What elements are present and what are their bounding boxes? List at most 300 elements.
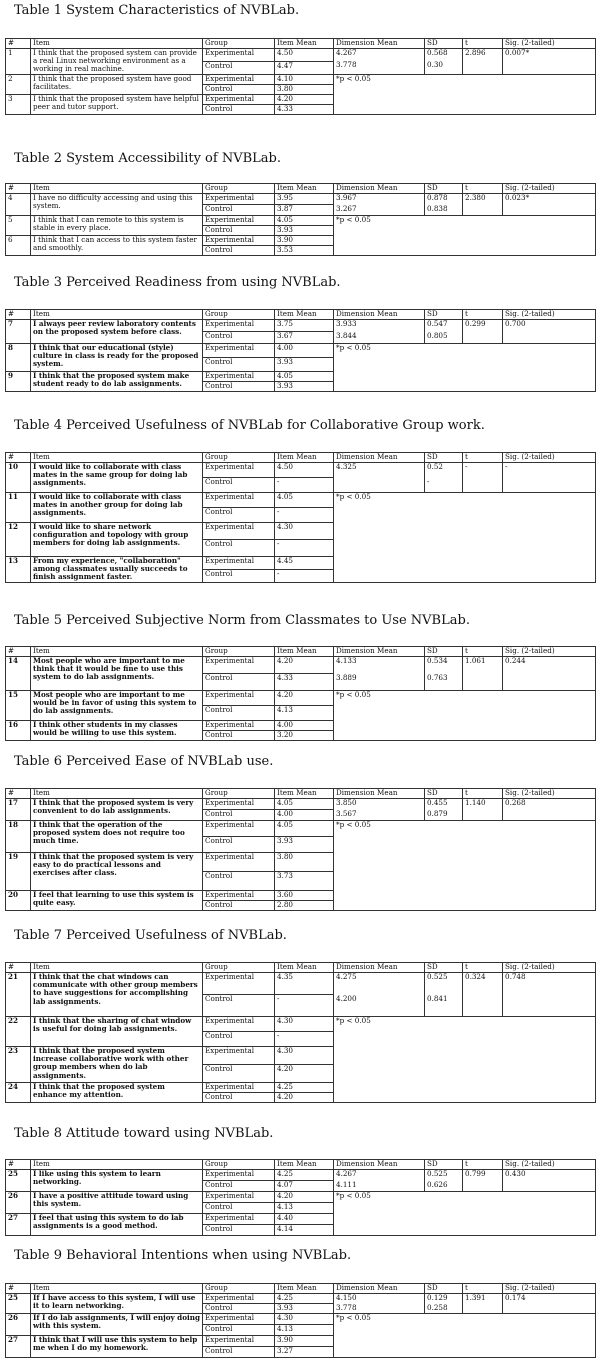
- row-number: 27: [6, 1336, 31, 1358]
- dimension-mean: 3.889: [334, 674, 425, 691]
- row-number: 3: [6, 94, 31, 114]
- column-header: Item Mean: [275, 789, 334, 799]
- item-text: I think that the chat windows can communicate with other group members to have suggestions for accomplishing lab assignments.: [31, 973, 203, 1017]
- column-header: Dimension Mean: [334, 647, 425, 657]
- table-caption: Table 2 System Accessibility of NVBLab.: [14, 151, 281, 166]
- item-mean: 3.60: [275, 891, 334, 901]
- column-header: Item: [31, 310, 203, 320]
- column-header: t: [463, 453, 503, 463]
- sd-value: 0.763: [425, 674, 463, 691]
- column-header: Item: [31, 963, 203, 973]
- t-value-empty: [463, 810, 503, 821]
- item-mean: 3.93: [275, 226, 334, 236]
- column-header: Sig. (2-tailed): [503, 647, 596, 657]
- column-header: Group: [203, 184, 275, 194]
- item-mean: 4.05: [275, 216, 334, 226]
- item-mean: 4.47: [275, 61, 334, 74]
- item-text: I think that the proposed system make student ready to do lab assignments.: [31, 372, 203, 392]
- group-label: Experimental: [203, 891, 275, 901]
- item-mean: 3.93: [275, 382, 334, 392]
- column-header: Sig. (2-tailed): [503, 1284, 596, 1294]
- column-header: Group: [203, 453, 275, 463]
- group-label: Experimental: [203, 557, 275, 570]
- table-row: [6, 344, 596, 358]
- t-value: 2.896: [463, 49, 503, 62]
- group-label: Experimental: [203, 1314, 275, 1325]
- group-label: Experimental: [203, 721, 275, 731]
- row-number: 12: [6, 523, 31, 557]
- dimension-mean: 3.567: [334, 810, 425, 821]
- item-text: I think that the proposed system increase collaborative work with other group members when do lab assignments.: [31, 1047, 203, 1083]
- group-label: Experimental: [203, 320, 275, 332]
- item-mean: 4.20: [275, 1093, 334, 1103]
- item-text: I think that the proposed system have good facilitates.: [31, 74, 203, 94]
- header-row: [6, 184, 596, 194]
- column-header: Item: [31, 647, 203, 657]
- column-header: Dimension Mean: [334, 1160, 425, 1170]
- group-label: Experimental: [203, 691, 275, 706]
- t-value-empty: [463, 61, 503, 74]
- table-row: [6, 493, 596, 508]
- item-text: I think that I will use this system to help me when I do my homework.: [31, 1336, 203, 1358]
- column-header: Sig. (2-tailed): [503, 963, 596, 973]
- table-row: [6, 799, 596, 810]
- dimension-mean: 4.111: [334, 1181, 425, 1192]
- item-mean: 4.13: [275, 1325, 334, 1336]
- column-header: Group: [203, 1284, 275, 1294]
- sig-value-empty: [503, 995, 596, 1017]
- item-mean: 4.00: [275, 810, 334, 821]
- group-label: Control: [203, 1304, 275, 1314]
- dimension-mean: 3.778: [334, 61, 425, 74]
- item-mean: 3.95: [275, 194, 334, 205]
- row-number: 5: [6, 216, 31, 236]
- item-text: I think that the proposed system is very convenient to do lab assignments.: [31, 799, 203, 821]
- row-number: 23: [6, 1047, 31, 1083]
- t-value: 1.391: [463, 1294, 503, 1304]
- item-mean: 3.87: [275, 205, 334, 216]
- sd-value: 0.841: [425, 995, 463, 1017]
- group-label: Control: [203, 540, 275, 557]
- item-text: I think other students in my classes would be willing to use this system.: [31, 721, 203, 741]
- column-header: SD: [425, 647, 463, 657]
- significance-note: *p < 0.05: [334, 74, 596, 114]
- row-number: 11: [6, 493, 31, 523]
- item-mean: 3.53: [275, 246, 334, 256]
- sd-value: 0.838: [425, 205, 463, 216]
- sig-value-empty: [503, 478, 596, 493]
- header-row: [6, 963, 596, 973]
- item-mean: 4.50: [275, 463, 334, 478]
- table-caption: Table 4 Perceived Usefulness of NVBLab for Collaborative Group work.: [14, 418, 485, 433]
- column-header: Group: [203, 310, 275, 320]
- group-label: Experimental: [203, 853, 275, 872]
- item-text: If I have access to this system, I will use it to learn networking.: [31, 1294, 203, 1314]
- table-row: [6, 74, 596, 84]
- group-label: Experimental: [203, 1336, 275, 1347]
- column-header: Item: [31, 184, 203, 194]
- sd-value: -: [425, 478, 463, 493]
- item-mean: 4.30: [275, 1017, 334, 1032]
- column-header: Dimension Mean: [334, 184, 425, 194]
- group-label: Control: [203, 61, 275, 74]
- item-text: I think that the operation of the proposed system does not require too much time.: [31, 821, 203, 853]
- table-caption: Table 8 Attitude toward using NVBLab.: [14, 1126, 274, 1141]
- group-label: Experimental: [203, 493, 275, 508]
- group-label: Control: [203, 104, 275, 114]
- sig-value: -: [503, 463, 596, 478]
- column-header: Sig. (2-tailed): [503, 310, 596, 320]
- column-header: Item: [31, 1160, 203, 1170]
- row-number: 20: [6, 891, 31, 911]
- group-label: Experimental: [203, 216, 275, 226]
- sd-value: 0.525: [425, 1170, 463, 1181]
- sig-value: 0.268: [503, 799, 596, 810]
- item-text: I always peer review laboratory contents on the proposed system before class.: [31, 320, 203, 344]
- significance-note: *p < 0.05: [334, 1017, 596, 1103]
- column-header: Dimension Mean: [334, 963, 425, 973]
- dimension-mean: 3.267: [334, 205, 425, 216]
- column-header: t: [463, 1284, 503, 1294]
- sig-value: 0.174: [503, 1294, 596, 1304]
- row-number: 21: [6, 973, 31, 1017]
- item-mean: 4.45: [275, 557, 334, 570]
- row-number: 22: [6, 1017, 31, 1047]
- item-text: I feel that learning to use this system is quite easy.: [31, 891, 203, 911]
- row-number: 9: [6, 372, 31, 392]
- sd-value: 0.258: [425, 1304, 463, 1314]
- group-label: Control: [203, 837, 275, 853]
- sd-value: 0.547: [425, 320, 463, 332]
- column-header: SD: [425, 39, 463, 49]
- column-header: SD: [425, 789, 463, 799]
- group-label: Control: [203, 478, 275, 493]
- sd-value: 0.525: [425, 973, 463, 995]
- item-mean: 4.20: [275, 691, 334, 706]
- dimension-mean: 4.275: [334, 973, 425, 995]
- column-header: Item Mean: [275, 310, 334, 320]
- group-label: Control: [203, 1225, 275, 1236]
- column-header: Item Mean: [275, 1284, 334, 1294]
- dimension-mean: 4.267: [334, 1170, 425, 1181]
- t-value: -: [463, 463, 503, 478]
- group-label: Control: [203, 84, 275, 94]
- sig-value: 0.748: [503, 973, 596, 995]
- item-mean: 4.05: [275, 821, 334, 837]
- item-mean: -: [275, 1032, 334, 1047]
- item-mean: 4.33: [275, 674, 334, 691]
- significance-note: *p < 0.05: [334, 821, 596, 911]
- item-mean: 4.10: [275, 74, 334, 84]
- table-caption: Table 5 Perceived Subjective Norm from Classmates to Use NVBLab.: [14, 613, 470, 628]
- item-mean: 4.07: [275, 1181, 334, 1192]
- group-label: Control: [203, 569, 275, 582]
- sd-value: 0.52: [425, 463, 463, 478]
- item-mean: 4.30: [275, 1314, 334, 1325]
- sd-value: 0.878: [425, 194, 463, 205]
- data-table: [5, 646, 596, 741]
- row-number: 17: [6, 799, 31, 821]
- column-header: Sig. (2-tailed): [503, 39, 596, 49]
- row-number: 8: [6, 344, 31, 372]
- item-mean: 4.50: [275, 49, 334, 62]
- table-row: [6, 691, 596, 706]
- group-label: Experimental: [203, 973, 275, 995]
- t-value-empty: [463, 332, 503, 344]
- item-text: From my experience, "collaboration" among classmates usually succeeds to finish assignment faster.: [31, 557, 203, 583]
- header-row: [6, 39, 596, 49]
- column-header: Item Mean: [275, 963, 334, 973]
- row-number: 27: [6, 1214, 31, 1236]
- item-text: I have no difficulty accessing and using this system.: [31, 194, 203, 216]
- item-mean: -: [275, 540, 334, 557]
- item-mean: 4.30: [275, 1047, 334, 1065]
- item-text: I think that the proposed system have helpful peer and tutor support.: [31, 94, 203, 114]
- dimension-mean: 3.844: [334, 332, 425, 344]
- column-header: Item Mean: [275, 453, 334, 463]
- item-mean: 3.73: [275, 872, 334, 891]
- column-header: #: [6, 647, 31, 657]
- column-header: #: [6, 39, 31, 49]
- t-value: 2.380: [463, 194, 503, 205]
- item-text: Most people who are important to me would be in favor of using this system to do lab assignments.: [31, 691, 203, 721]
- item-mean: 4.25: [275, 1294, 334, 1304]
- significance-note: *p < 0.05: [334, 1314, 596, 1358]
- item-mean: 4.20: [275, 1192, 334, 1203]
- group-label: Control: [203, 810, 275, 821]
- sd-value: 0.455: [425, 799, 463, 810]
- item-text: I think that I can remote to this system is stable in every place.: [31, 216, 203, 236]
- table-row: [6, 1170, 596, 1181]
- item-mean: -: [275, 995, 334, 1017]
- sig-value-empty: [503, 205, 596, 216]
- item-text: I think that I can access to this system faster and smoothly.: [31, 236, 203, 256]
- column-header: SD: [425, 310, 463, 320]
- item-mean: 4.25: [275, 1170, 334, 1181]
- t-value: 1.140: [463, 799, 503, 810]
- column-header: Item Mean: [275, 1160, 334, 1170]
- item-mean: 3.75: [275, 320, 334, 332]
- row-number: 6: [6, 236, 31, 256]
- row-number: 25: [6, 1294, 31, 1314]
- item-mean: 4.40: [275, 1214, 334, 1225]
- table-caption: Table 7 Perceived Usefulness of NVBLab.: [14, 928, 287, 943]
- t-value-empty: [463, 1181, 503, 1192]
- column-header: Group: [203, 963, 275, 973]
- dimension-mean: [334, 478, 425, 493]
- group-label: Control: [203, 332, 275, 344]
- sig-value-empty: [503, 674, 596, 691]
- group-label: Experimental: [203, 344, 275, 358]
- significance-note: *p < 0.05: [334, 344, 596, 392]
- column-header: SD: [425, 184, 463, 194]
- group-label: Control: [203, 1093, 275, 1103]
- significance-note: *p < 0.05: [334, 1192, 596, 1236]
- item-mean: 4.20: [275, 657, 334, 674]
- item-text: I think that the sharing of chat window is useful for doing lab assignments.: [31, 1017, 203, 1047]
- group-label: Control: [203, 358, 275, 372]
- table-row: [6, 49, 596, 62]
- column-header: Dimension Mean: [334, 1284, 425, 1294]
- header-row: [6, 1160, 596, 1170]
- item-text: If I do lab assignments, I will enjoy doing with this system.: [31, 1314, 203, 1336]
- column-header: Item: [31, 789, 203, 799]
- table-row: [6, 1017, 596, 1032]
- group-label: Experimental: [203, 194, 275, 205]
- item-mean: 3.27: [275, 1347, 334, 1358]
- header-row: [6, 647, 596, 657]
- item-mean: 2.80: [275, 901, 334, 911]
- group-label: Experimental: [203, 236, 275, 246]
- item-mean: -: [275, 508, 334, 523]
- row-number: 4: [6, 194, 31, 216]
- column-header: Sig. (2-tailed): [503, 453, 596, 463]
- item-mean: 4.20: [275, 1065, 334, 1083]
- sig-value: 0.430: [503, 1170, 596, 1181]
- row-number: 18: [6, 821, 31, 853]
- row-number: 10: [6, 463, 31, 493]
- column-header: Item: [31, 39, 203, 49]
- column-header: Group: [203, 1160, 275, 1170]
- group-label: Experimental: [203, 94, 275, 104]
- column-header: t: [463, 647, 503, 657]
- group-label: Experimental: [203, 1017, 275, 1032]
- group-label: Control: [203, 1347, 275, 1358]
- column-header: Group: [203, 647, 275, 657]
- table-row: [6, 657, 596, 674]
- t-value-empty: [463, 995, 503, 1017]
- group-label: Experimental: [203, 657, 275, 674]
- group-label: Experimental: [203, 74, 275, 84]
- column-header: Item Mean: [275, 647, 334, 657]
- column-header: Group: [203, 39, 275, 49]
- data-table: [5, 183, 596, 256]
- row-number: 14: [6, 657, 31, 691]
- table-row: [6, 1294, 596, 1304]
- group-label: Experimental: [203, 1294, 275, 1304]
- item-mean: -: [275, 478, 334, 493]
- item-mean: 3.93: [275, 837, 334, 853]
- row-number: 1: [6, 49, 31, 75]
- column-header: Dimension Mean: [334, 453, 425, 463]
- column-header: t: [463, 184, 503, 194]
- dimension-mean: 4.267: [334, 49, 425, 62]
- column-header: Dimension Mean: [334, 789, 425, 799]
- item-mean: 3.93: [275, 1304, 334, 1314]
- column-header: t: [463, 310, 503, 320]
- table-row: [6, 320, 596, 332]
- sig-value: 0.023*: [503, 194, 596, 205]
- significance-note: *p < 0.05: [334, 493, 596, 583]
- column-header: SD: [425, 1160, 463, 1170]
- column-header: Item: [31, 453, 203, 463]
- significance-note: *p < 0.05: [334, 691, 596, 741]
- sig-value-empty: [503, 1181, 596, 1192]
- sd-value: 0.879: [425, 810, 463, 821]
- column-header: Sig. (2-tailed): [503, 1160, 596, 1170]
- row-number: 16: [6, 721, 31, 741]
- item-mean: 4.05: [275, 372, 334, 382]
- group-label: Experimental: [203, 799, 275, 810]
- item-mean: 3.90: [275, 236, 334, 246]
- table-row: [6, 463, 596, 478]
- table-row: [6, 973, 596, 995]
- dimension-mean: 3.967: [334, 194, 425, 205]
- data-table: [5, 309, 596, 392]
- column-header: Item Mean: [275, 39, 334, 49]
- group-label: Control: [203, 205, 275, 216]
- t-value: 0.299: [463, 320, 503, 332]
- item-text: I think that the proposed system can provide a real Linux networking environment as a working in real machine.: [31, 49, 203, 75]
- t-value: 0.324: [463, 973, 503, 995]
- sd-value: 0.805: [425, 332, 463, 344]
- group-label: Experimental: [203, 1083, 275, 1093]
- item-text: I think that the proposed system enhance my attention.: [31, 1083, 203, 1103]
- row-number: 26: [6, 1314, 31, 1336]
- group-label: Experimental: [203, 1047, 275, 1065]
- group-label: Control: [203, 508, 275, 523]
- group-label: Control: [203, 674, 275, 691]
- table-row: [6, 1192, 596, 1203]
- t-value: 1.061: [463, 657, 503, 674]
- item-mean: 4.20: [275, 94, 334, 104]
- group-label: Experimental: [203, 463, 275, 478]
- dimension-mean: 4.200: [334, 995, 425, 1017]
- column-header: #: [6, 1284, 31, 1294]
- sd-value: 0.568: [425, 49, 463, 62]
- column-header: Sig. (2-tailed): [503, 184, 596, 194]
- dimension-mean: 3.850: [334, 799, 425, 810]
- group-label: Control: [203, 246, 275, 256]
- group-label: Control: [203, 706, 275, 721]
- item-mean: 4.14: [275, 1225, 334, 1236]
- table-caption: Table 6 Perceived Ease of NVBLab use.: [14, 754, 274, 769]
- dimension-mean: 3.778: [334, 1304, 425, 1314]
- item-mean: 4.13: [275, 706, 334, 721]
- t-value-empty: [463, 1304, 503, 1314]
- item-text: I think that our educational (style) culture in class is ready for the proposed system.: [31, 344, 203, 372]
- item-mean: 4.33: [275, 104, 334, 114]
- column-header: #: [6, 310, 31, 320]
- column-header: SD: [425, 1284, 463, 1294]
- column-header: t: [463, 963, 503, 973]
- sig-value-empty: [503, 810, 596, 821]
- table-caption: Table 9 Behavioral Intentions when using NVBLab.: [14, 1248, 352, 1263]
- t-value-empty: [463, 674, 503, 691]
- column-header: #: [6, 1160, 31, 1170]
- group-label: Control: [203, 1181, 275, 1192]
- dimension-mean: 4.133: [334, 657, 425, 674]
- item-mean: 4.00: [275, 344, 334, 358]
- row-number: 25: [6, 1170, 31, 1192]
- group-label: Experimental: [203, 1192, 275, 1203]
- item-mean: 4.25: [275, 1083, 334, 1093]
- item-text: I would like to share network configuration and topology with group members for doing lab assignments.: [31, 523, 203, 557]
- group-label: Experimental: [203, 372, 275, 382]
- group-label: Control: [203, 901, 275, 911]
- item-mean: 3.80: [275, 853, 334, 872]
- item-text: I like using this system to learn networking.: [31, 1170, 203, 1192]
- item-text: I have a positive attitude toward using this system.: [31, 1192, 203, 1214]
- sd-value: 0.626: [425, 1181, 463, 1192]
- sig-value: 0.007*: [503, 49, 596, 62]
- group-label: Control: [203, 1325, 275, 1336]
- significance-note: *p < 0.05: [334, 216, 596, 256]
- table-row: [6, 821, 596, 837]
- header-row: [6, 310, 596, 320]
- item-text: I would like to collaborate with class mates in another group for doing lab assignments.: [31, 493, 203, 523]
- t-value-empty: [463, 478, 503, 493]
